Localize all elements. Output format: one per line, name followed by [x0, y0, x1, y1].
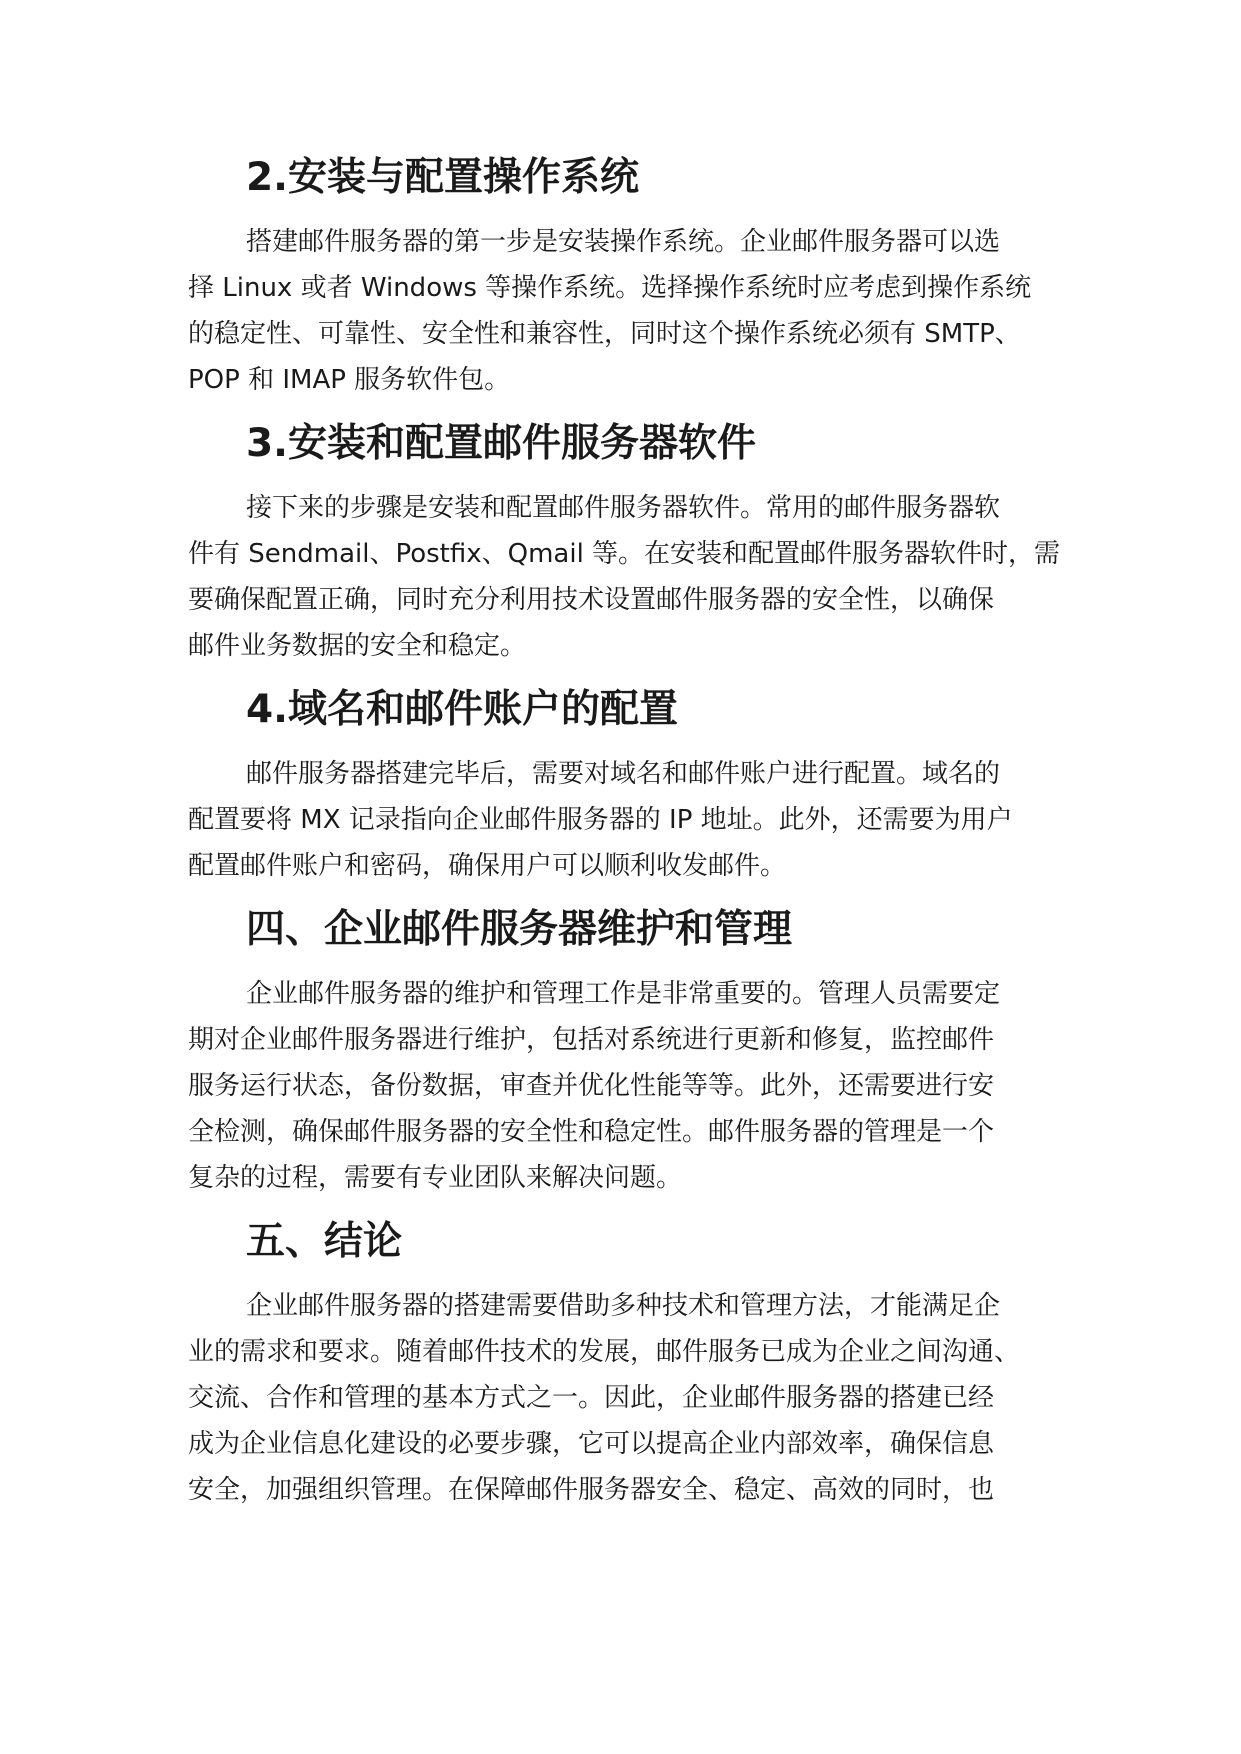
paragraph-line: 业的需求和要求。随着邮件技术的发展，邮件服务已成为企业之间沟通、	[188, 1337, 1021, 1367]
section-heading: 四、企业邮件服务器维护和管理	[246, 907, 793, 952]
paragraph-line: 期对企业邮件服务器进行维护，包括对系统进行更新和修复，监控邮件	[188, 1025, 995, 1055]
document-body	[188, 155, 1068, 1513]
paragraph-line: 复杂的过程，需要有专业团队来解决问题。	[188, 1163, 683, 1193]
section-heading: 3.安装和配置邮件服务器软件	[246, 421, 756, 466]
paragraph-line: 搭建邮件服务器的第一步是安装操作系统。企业邮件服务器可以选	[246, 227, 1001, 257]
paragraph-line: 全检测，确保邮件服务器的安全性和稳定性。邮件服务器的管理是一个	[188, 1117, 995, 1147]
section-heading: 五、结论	[246, 1219, 403, 1264]
paragraph-line: 成为企业信息化建设的必要步骤，它可以提高企业内部效率，确保信息	[188, 1429, 995, 1459]
paragraph-line: 接下来的步骤是安装和配置邮件服务器软件。常用的邮件服务器软	[246, 493, 1001, 523]
paragraph	[188, 485, 1068, 669]
paragraph-line: 企业邮件服务器的搭建需要借助多种技术和管理方法，才能满足企	[246, 1291, 1001, 1321]
paragraph	[188, 219, 1068, 403]
paragraph-line: 要确保配置正确，同时充分利用技术设置邮件服务器的安全性，以确保	[188, 585, 995, 615]
paragraph	[188, 971, 1068, 1201]
paragraph-line: 配置要将 MX 记录指向企业邮件服务器的 IP 地址。此外，还需要为用户	[188, 805, 1013, 835]
section-heading: 4.域名和邮件账户的配置	[246, 687, 678, 732]
paragraph-line: 服务运行状态，备份数据，审查并优化性能等等。此外，还需要进行安	[188, 1071, 995, 1101]
paragraph-line: 交流、合作和管理的基本方式之一。因此，企业邮件服务器的搭建已经	[188, 1383, 995, 1413]
paragraph-line: 的稳定性、可靠性、安全性和兼容性，同时这个操作系统必须有 SMTP、	[188, 319, 1021, 349]
section-heading: 2.安装与配置操作系统	[246, 155, 639, 200]
paragraph-line: 择 Linux 或者 Windows 等操作系统。选择操作系统时应考虑到操作系统	[188, 273, 1032, 303]
paragraph	[188, 751, 1068, 889]
paragraph-line: POP 和 IMAP 服务软件包。	[188, 365, 511, 395]
paragraph-line: 安全，加强组织管理。在保障邮件服务器安全、稳定、高效的同时，也	[188, 1475, 995, 1505]
paragraph-line: 邮件服务器搭建完毕后，需要对域名和邮件账户进行配置。域名的	[246, 759, 1001, 789]
paragraph-line: 配置邮件账户和密码，确保用户可以顺利收发邮件。	[188, 851, 787, 881]
paragraph-line: 企业邮件服务器的维护和管理工作是非常重要的。管理人员需要定	[246, 979, 1001, 1009]
paragraph-line: 件有 Sendmail、Postfix、Qmail 等。在安装和配置邮件服务器软件时，需	[188, 539, 1061, 569]
paragraph-line: 邮件业务数据的安全和稳定。	[188, 631, 527, 661]
paragraph	[188, 1283, 1068, 1513]
